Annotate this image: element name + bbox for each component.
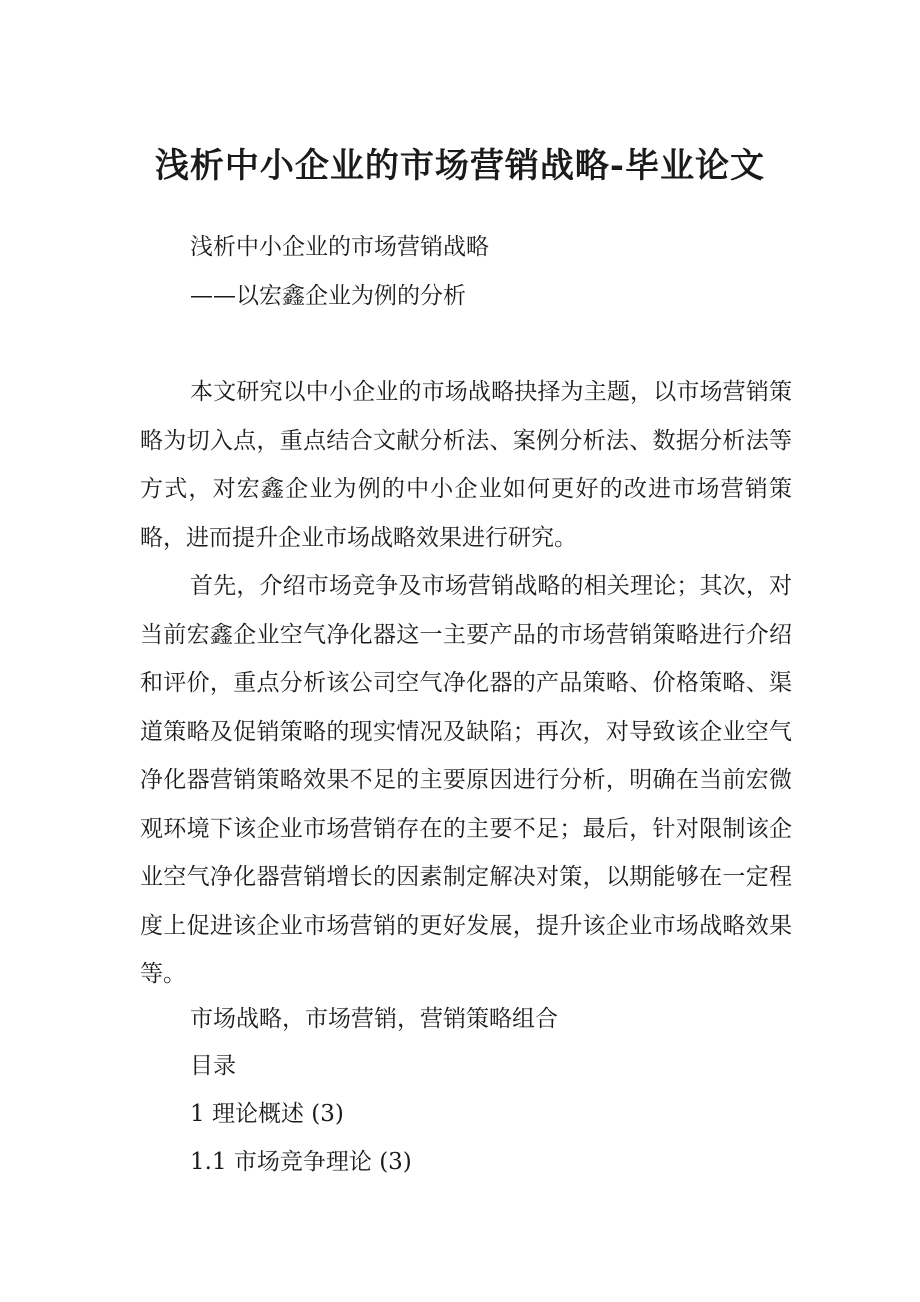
document-title: 浅析中小企业的市场营销战略-毕业论文	[154, 146, 766, 186]
subtitle-line-1: 浅析中小企业的市场营销战略	[190, 234, 489, 260]
abstract-paragraph-2: 首先，介绍市场竞争及市场营销战略的相关理论；其次，对当前宏鑫企业空气净化器这一主要产品的市场营销策略进行介绍和评价，重点分析该公司空气净化器的产品策略、价格策略、渠道策略及促销策略的现实情况及缺陷；再次，对导致该企业空气净化器营销策略效果不足的主要原因进行分析，明确在当前宏微观环境下该企业市场营销存在的主要不足；最后，针对限制该企业空气净化器营销增长的因素制定解决对策，以期能够在一定程度上促进该企业市场营销的更好发展，提升该企业市场战略效果等。	[140, 573, 792, 987]
toc-item: 1.1 市场竞争理论 (3)	[190, 1149, 412, 1175]
toc-item: 1 理论概述 (3)	[190, 1101, 344, 1127]
subtitle-line-2: ——以宏鑫企业为例的分析	[190, 283, 466, 309]
abstract-paragraph-1: 本文研究以中小企业的市场战略抉择为主题，以市场营销策略为切入点，重点结合文献分析法、案例分析法、数据分析法等方式，对宏鑫企业为例的中小企业如何更好的改进市场营销策略，进而提升企业市场战略效果进行研究。	[140, 379, 792, 551]
toc-heading: 目录	[190, 1053, 236, 1079]
keywords-line: 市场战略，市场营销，营销策略组合	[190, 1006, 558, 1032]
